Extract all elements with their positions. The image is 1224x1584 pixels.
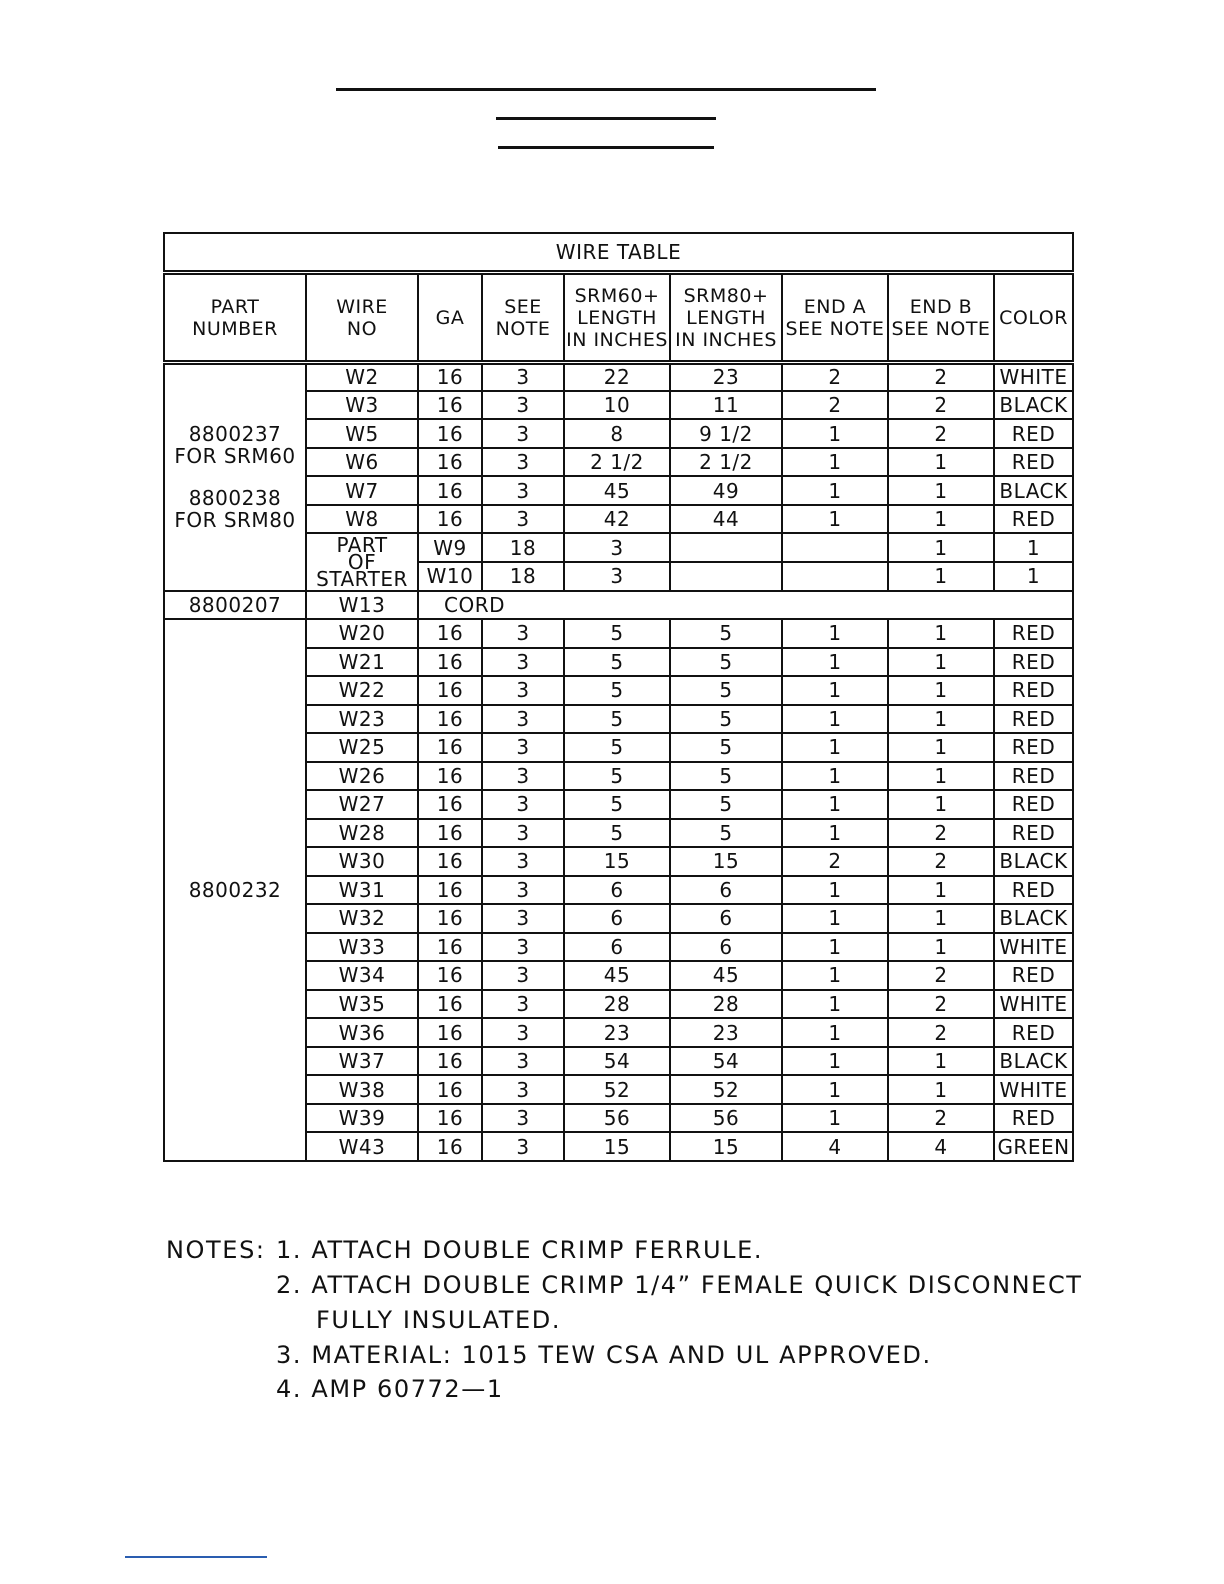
gauge-cell: 16: [418, 819, 482, 848]
srm80-length-cell: 15: [670, 1132, 782, 1161]
srm80-length-cell: 52: [670, 1075, 782, 1104]
srm60-length-cell: 5: [564, 648, 670, 677]
srm60-length-cell: 45: [564, 961, 670, 990]
end-a-cell: 1: [888, 562, 994, 591]
see-note-cell: 3: [482, 847, 564, 876]
see-note-cell: 3: [482, 705, 564, 734]
end-b-cell: 1: [888, 933, 994, 962]
srm80-length-cell: 6: [670, 876, 782, 905]
see-note-cell: 3: [482, 362, 564, 391]
gauge-cell: 16: [418, 362, 482, 391]
gauge-cell: 16: [418, 705, 482, 734]
table-row: [164, 591, 1073, 620]
color-cell: WHITE: [994, 1075, 1073, 1104]
part-number-cell: 8800207: [164, 591, 306, 620]
color-cell: RED: [994, 448, 1073, 477]
see-note-cell: 3: [482, 1132, 564, 1161]
wire-no-cell: W27: [306, 790, 418, 819]
wire-no-cell: W36: [306, 1018, 418, 1047]
srm80-length-cell: 2 1/2: [670, 448, 782, 477]
table-row: [164, 619, 1073, 648]
color-cell: RED: [994, 676, 1073, 705]
see-note-cell: 3: [482, 790, 564, 819]
see-note-cell: 3: [482, 876, 564, 905]
end-a-cell: 1: [782, 648, 888, 677]
srm60-length-cell: 28: [564, 990, 670, 1019]
end-b-cell: 2: [888, 1104, 994, 1133]
see-note-cell: 3: [482, 933, 564, 962]
see-note-cell: 3: [482, 762, 564, 791]
gauge-cell: 16: [418, 847, 482, 876]
see-note-cell: 3: [482, 391, 564, 420]
wire-no-cell: W43: [306, 1132, 418, 1161]
see-note-cell: 3: [564, 562, 670, 591]
srm60-length-cell: 8: [564, 419, 670, 448]
see-note-cell: 3: [564, 533, 670, 562]
srm80-length-cell: 11: [670, 391, 782, 420]
end-b-cell: 2: [888, 819, 994, 848]
color-cell: RED: [994, 961, 1073, 990]
gauge-cell: 16: [418, 505, 482, 534]
end-a-cell: 1: [782, 904, 888, 933]
see-note-cell: 3: [482, 1075, 564, 1104]
end-b-cell: 2: [888, 847, 994, 876]
wire-no-cell: W26: [306, 762, 418, 791]
wire-no-cell: W7: [306, 476, 418, 505]
end-b-cell: 2: [888, 1018, 994, 1047]
end-a-cell: 1: [782, 476, 888, 505]
see-note-cell: 3: [482, 1047, 564, 1076]
note-1: 1. ATTACH DOUBLE CRIMP FERRULE.: [276, 1236, 764, 1264]
header-ga: GA: [418, 273, 482, 363]
note-3: 3. MATERIAL: 1015 TEW CSA AND UL APPROVED.: [276, 1341, 932, 1369]
srm80-length-cell: 54: [670, 1047, 782, 1076]
header-end-a: END A SEE NOTE: [782, 273, 888, 363]
wire-no-cell: W13: [306, 591, 418, 620]
header-see-note: SEE NOTE: [482, 273, 564, 363]
srm80-length-cell: 56: [670, 1104, 782, 1133]
header-row: [164, 273, 1073, 363]
gauge-cell: 16: [418, 419, 482, 448]
cord-cell: CORD: [418, 591, 1073, 620]
see-note-cell: 3: [482, 619, 564, 648]
see-note-cell: 3: [482, 648, 564, 677]
color-cell: RED: [994, 419, 1073, 448]
wire-no-cell: W21: [306, 648, 418, 677]
wire-no-cell: W39: [306, 1104, 418, 1133]
srm60-length-cell: 5: [564, 733, 670, 762]
srm80-length-cell: 15: [670, 847, 782, 876]
srm60-length-cell: 5: [564, 762, 670, 791]
color-cell: RED: [994, 505, 1073, 534]
gauge-cell: 16: [418, 1132, 482, 1161]
wire-no-cell: W23: [306, 705, 418, 734]
end-b-cell: 2: [888, 391, 994, 420]
header-part-number: PART NUMBER: [164, 273, 306, 363]
title-rule-middle: [496, 117, 716, 120]
gauge-cell: 16: [418, 1047, 482, 1076]
gauge-cell: 16: [418, 990, 482, 1019]
srm80-length-cell: 44: [670, 505, 782, 534]
gauge-cell: 16: [418, 1075, 482, 1104]
see-note-cell: 3: [482, 904, 564, 933]
gauge-cell: 16: [418, 619, 482, 648]
see-note-cell: 3: [482, 448, 564, 477]
see-note-cell: 3: [482, 419, 564, 448]
wire-no-cell: W38: [306, 1075, 418, 1104]
end-a-cell: 1: [782, 990, 888, 1019]
srm60-length-cell: 6: [564, 876, 670, 905]
gauge-cell: 16: [418, 448, 482, 477]
srm60-length-cell: 5: [564, 619, 670, 648]
end-b-cell: 1: [888, 904, 994, 933]
srm60-length-cell: 54: [564, 1047, 670, 1076]
color-cell: BLACK: [994, 391, 1073, 420]
end-a-cell: 1: [782, 790, 888, 819]
color-cell: BLACK: [994, 1047, 1073, 1076]
wire-no-cell: W31: [306, 876, 418, 905]
gauge-cell: 16: [418, 1104, 482, 1133]
gauge-cell: 16: [418, 961, 482, 990]
srm60-length-cell: 10: [564, 391, 670, 420]
title-rule-bottom: [498, 146, 714, 149]
srm80-length-cell: 23: [670, 362, 782, 391]
color-cell: WHITE: [994, 362, 1073, 391]
srm60-length-cell: 6: [564, 933, 670, 962]
srm80-length-cell: 5: [670, 819, 782, 848]
end-b-cell: 4: [888, 1132, 994, 1161]
wire-no-cell: W6: [306, 448, 418, 477]
srm60-length-cell: [670, 533, 782, 562]
end-a-cell: 1: [782, 1047, 888, 1076]
srm60-length-cell: 15: [564, 1132, 670, 1161]
table-row: [164, 362, 1073, 391]
wire-no-cell: W30: [306, 847, 418, 876]
gauge-cell: 16: [418, 733, 482, 762]
header-end-b: END B SEE NOTE: [888, 273, 994, 363]
end-a-cell: 1: [782, 1075, 888, 1104]
srm60-length-cell: 5: [564, 819, 670, 848]
color-cell: RED: [994, 619, 1073, 648]
srm60-length-cell: 42: [564, 505, 670, 534]
end-b-cell: 2: [888, 362, 994, 391]
wire-no-cell: W28: [306, 819, 418, 848]
color-cell: RED: [994, 762, 1073, 791]
srm80-length-cell: 5: [670, 733, 782, 762]
see-note-cell: 3: [482, 990, 564, 1019]
srm80-length-cell: [782, 533, 888, 562]
color-cell: WHITE: [994, 933, 1073, 962]
end-b-cell: 1: [888, 705, 994, 734]
end-b-cell: 2: [888, 990, 994, 1019]
wire-no-cell: W5: [306, 419, 418, 448]
end-a-cell: 1: [782, 933, 888, 962]
srm60-length-cell: 56: [564, 1104, 670, 1133]
srm60-length-cell: 45: [564, 476, 670, 505]
end-a-cell: 1: [782, 619, 888, 648]
header-color: COLOR: [994, 273, 1073, 363]
srm80-length-cell: 9 1/2: [670, 419, 782, 448]
srm60-length-cell: 23: [564, 1018, 670, 1047]
see-note-cell: 3: [482, 676, 564, 705]
end-b-cell: 1: [888, 448, 994, 477]
srm60-length-cell: 15: [564, 847, 670, 876]
color-cell: GREEN: [994, 1132, 1073, 1161]
wire-no-cell: W34: [306, 961, 418, 990]
see-note-cell: 3: [482, 1018, 564, 1047]
wire-no-cell: W3: [306, 391, 418, 420]
color-cell: RED: [994, 648, 1073, 677]
color-cell: RED: [994, 1018, 1073, 1047]
gauge-cell: 16: [418, 762, 482, 791]
end-a-cell: 1: [782, 876, 888, 905]
end-a-cell: 1: [782, 448, 888, 477]
end-a-cell: 1: [782, 505, 888, 534]
end-b-cell: 2: [888, 419, 994, 448]
color-cell: BLACK: [994, 847, 1073, 876]
wire-no-cell: W20: [306, 619, 418, 648]
part-number-cell: 8800232: [164, 619, 306, 1161]
gauge-cell: 16: [418, 933, 482, 962]
title-rule-top: [336, 88, 876, 91]
srm80-length-cell: 49: [670, 476, 782, 505]
end-b-cell: 1: [888, 505, 994, 534]
end-a-cell: 1: [782, 733, 888, 762]
srm80-length-cell: 23: [670, 1018, 782, 1047]
end-b-cell: 1: [994, 562, 1073, 591]
srm60-length-cell: 5: [564, 790, 670, 819]
gauge-cell: 16: [418, 676, 482, 705]
end-a-cell: 1: [782, 762, 888, 791]
wire-no-cell: W32: [306, 904, 418, 933]
end-a-cell: 1: [888, 533, 994, 562]
end-b-cell: 1: [888, 762, 994, 791]
srm80-length-cell: 5: [670, 619, 782, 648]
end-a-cell: 2: [782, 847, 888, 876]
srm80-length-cell: 5: [670, 648, 782, 677]
srm80-length-cell: 5: [670, 705, 782, 734]
note-4: 4. AMP 60772—1: [276, 1375, 504, 1403]
note-2-continued: FULLY INSULATED.: [316, 1306, 562, 1334]
gauge-cell: 16: [418, 790, 482, 819]
end-a-cell: 1: [782, 419, 888, 448]
color-cell: RED: [994, 733, 1073, 762]
srm60-length-cell: 6: [564, 904, 670, 933]
color-cell: RED: [994, 819, 1073, 848]
see-note-cell: 3: [482, 505, 564, 534]
end-b-cell: 1: [888, 790, 994, 819]
color-cell: RED: [994, 1104, 1073, 1133]
color-cell: RED: [994, 705, 1073, 734]
wire-no-cell: W10: [418, 562, 482, 591]
srm80-length-cell: 6: [670, 904, 782, 933]
see-note-cell: 3: [482, 819, 564, 848]
part-number-cell: 8800237 FOR SRM60 8800238 FOR SRM80: [164, 362, 306, 590]
end-b-cell: 1: [888, 876, 994, 905]
srm60-length-cell: [670, 562, 782, 591]
end-a-cell: 2: [782, 362, 888, 391]
end-a-cell: 1: [782, 1018, 888, 1047]
srm60-length-cell: 5: [564, 705, 670, 734]
end-a-cell: 1: [782, 676, 888, 705]
srm80-length-cell: 5: [670, 790, 782, 819]
wire-no-cell: W22: [306, 676, 418, 705]
end-b-cell: 1: [888, 619, 994, 648]
end-b-cell: 1: [888, 1075, 994, 1104]
gauge-cell: 16: [418, 648, 482, 677]
end-a-cell: 4: [782, 1132, 888, 1161]
srm80-length-cell: [782, 562, 888, 591]
srm80-length-cell: 28: [670, 990, 782, 1019]
note-2: 2. ATTACH DOUBLE CRIMP 1/4” FEMALE QUICK DISCONNECT: [276, 1271, 1083, 1299]
gauge-cell: 18: [482, 533, 564, 562]
end-b-cell: 1: [888, 648, 994, 677]
table-title: WIRE TABLE: [164, 233, 1073, 273]
srm60-length-cell: 52: [564, 1075, 670, 1104]
footer-rule: [125, 1556, 267, 1558]
header-srm60-length: SRM60+ LENGTH IN INCHES: [564, 273, 670, 363]
wire-no-cell: W33: [306, 933, 418, 962]
color-cell: WHITE: [994, 990, 1073, 1019]
srm80-length-cell: 5: [670, 676, 782, 705]
srm60-length-cell: 5: [564, 676, 670, 705]
end-a-cell: 1: [782, 705, 888, 734]
end-b-cell: 1: [888, 733, 994, 762]
gauge-cell: 16: [418, 904, 482, 933]
see-note-cell: 3: [482, 476, 564, 505]
gauge-cell: 18: [482, 562, 564, 591]
header-srm80-length: SRM80+ LENGTH IN INCHES: [670, 273, 782, 363]
gauge-cell: 16: [418, 476, 482, 505]
part-number-cell: PART OF STARTER: [306, 533, 418, 590]
wire-no-cell: W37: [306, 1047, 418, 1076]
end-a-cell: 1: [782, 961, 888, 990]
end-a-cell: 2: [782, 391, 888, 420]
end-a-cell: 1: [782, 819, 888, 848]
wire-no-cell: W25: [306, 733, 418, 762]
end-b-cell: 1: [994, 533, 1073, 562]
wire-no-cell: W2: [306, 362, 418, 391]
wire-no-cell: W35: [306, 990, 418, 1019]
end-a-cell: 1: [782, 1104, 888, 1133]
color-cell: BLACK: [994, 476, 1073, 505]
gauge-cell: 16: [418, 391, 482, 420]
notes-label: NOTES:: [166, 1236, 266, 1264]
gauge-cell: 16: [418, 1018, 482, 1047]
srm80-length-cell: 6: [670, 933, 782, 962]
srm80-length-cell: 5: [670, 762, 782, 791]
end-b-cell: 1: [888, 476, 994, 505]
color-cell: BLACK: [994, 904, 1073, 933]
end-b-cell: 1: [888, 676, 994, 705]
see-note-cell: 3: [482, 733, 564, 762]
see-note-cell: 3: [482, 961, 564, 990]
gauge-cell: 16: [418, 876, 482, 905]
see-note-cell: 3: [482, 1104, 564, 1133]
color-cell: RED: [994, 790, 1073, 819]
header-wire-no: WIRE NO: [306, 273, 418, 363]
wire-no-cell: W8: [306, 505, 418, 534]
wire-no-cell: W9: [418, 533, 482, 562]
srm60-length-cell: 22: [564, 362, 670, 391]
srm80-length-cell: 45: [670, 961, 782, 990]
color-cell: RED: [994, 876, 1073, 905]
end-b-cell: 2: [888, 961, 994, 990]
end-b-cell: 1: [888, 1047, 994, 1076]
srm60-length-cell: 2 1/2: [564, 448, 670, 477]
wire-table: [163, 232, 1074, 1162]
